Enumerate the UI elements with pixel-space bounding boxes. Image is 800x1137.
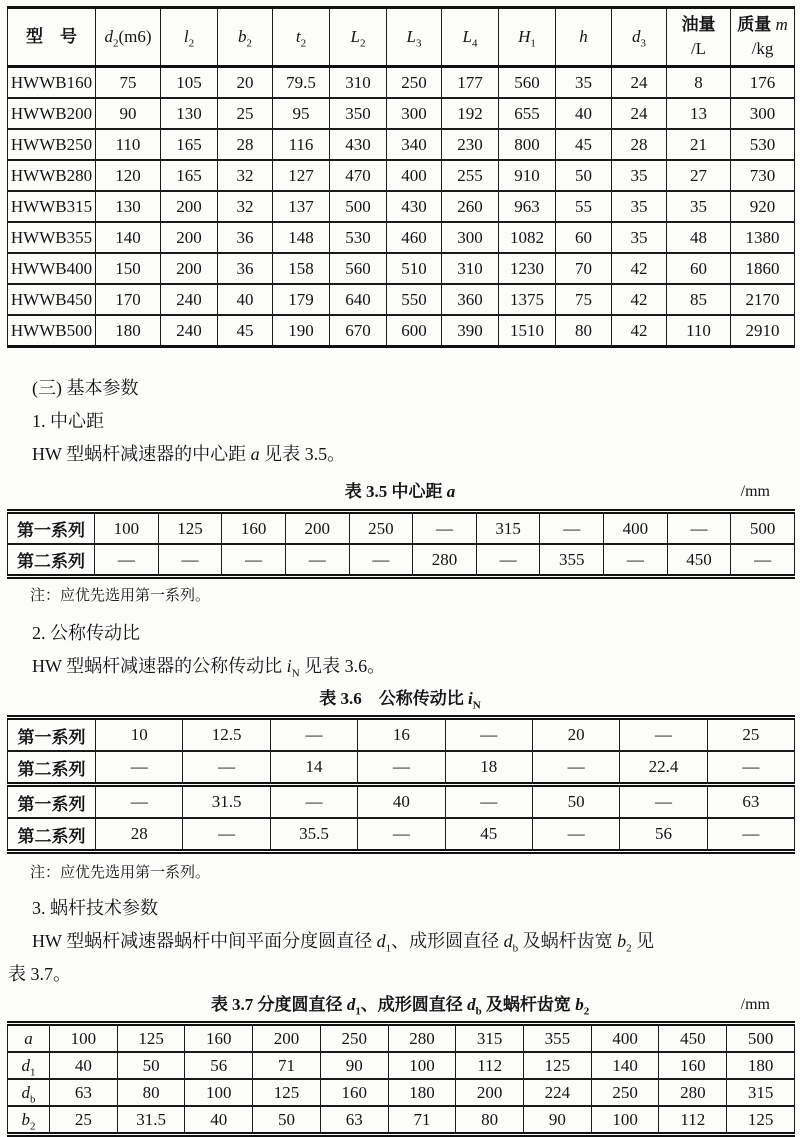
subsection-heading-worm-parameters: 3. 蜗杆技术参数 xyxy=(32,898,158,918)
value-cell: 110 xyxy=(96,129,161,160)
value-cell: — xyxy=(183,751,270,785)
value-cell: 125 xyxy=(117,1024,185,1053)
value-cell: — xyxy=(95,544,159,577)
value-cell: 360 xyxy=(442,284,499,315)
row-label-cell: $d_b$ xyxy=(8,1079,50,1106)
transmission-ratio-table xyxy=(7,715,795,854)
value-cell: 190 xyxy=(273,315,330,347)
value-cell: 127 xyxy=(273,160,330,191)
value-cell: 250 xyxy=(320,1024,388,1053)
value-cell: 300 xyxy=(731,98,795,129)
value-cell: $l_2$ xyxy=(161,8,218,67)
value-cell: 100 xyxy=(591,1106,659,1135)
value-cell: 170 xyxy=(96,284,161,315)
row-label-cell: HWWB315 xyxy=(8,191,96,222)
value-cell: 50 xyxy=(117,1052,185,1079)
value-cell: 20 xyxy=(218,67,273,99)
table-row xyxy=(8,512,795,545)
value-cell: — xyxy=(604,544,668,577)
value-cell: — xyxy=(445,785,532,819)
value-cell: 71 xyxy=(253,1052,321,1079)
row-label-cell: 第一系列 xyxy=(8,718,96,752)
value-cell: 160 xyxy=(222,512,286,545)
table-row xyxy=(8,1052,795,1079)
value-cell: 10 xyxy=(96,718,183,752)
value-cell: 315 xyxy=(456,1024,524,1053)
table-row xyxy=(8,98,795,129)
value-cell: 60 xyxy=(667,253,731,284)
value-cell: 400 xyxy=(604,512,668,545)
value-cell: 177 xyxy=(442,67,499,99)
value-cell: 125 xyxy=(524,1052,592,1079)
value-cell: 28 xyxy=(96,818,183,852)
worm-parameters-table-body xyxy=(8,1024,795,1135)
value-cell: 137 xyxy=(273,191,330,222)
value-cell: 21 xyxy=(667,129,731,160)
table-3-7-caption xyxy=(0,991,800,1019)
table-row xyxy=(8,818,795,852)
value-cell: 670 xyxy=(330,315,387,347)
value-cell: 50 xyxy=(253,1106,321,1135)
value-cell: 430 xyxy=(330,129,387,160)
value-cell: 310 xyxy=(330,67,387,99)
value-cell: 42 xyxy=(612,284,667,315)
row-label-cell: HWWB450 xyxy=(8,284,96,315)
row-label-cell: 第一系列 xyxy=(8,512,95,545)
model-dimensions-table-body xyxy=(8,67,795,347)
value-cell: 200 xyxy=(161,191,218,222)
value-cell: 55 xyxy=(556,191,612,222)
table-row xyxy=(8,222,795,253)
value-cell: 100 xyxy=(185,1079,253,1106)
center-distance-table xyxy=(7,509,795,579)
value-cell: 240 xyxy=(161,284,218,315)
value-cell: $d_3$ xyxy=(612,8,667,67)
value-cell: 340 xyxy=(387,129,442,160)
value-cell: 460 xyxy=(387,222,442,253)
value-cell: 300 xyxy=(442,222,499,253)
value-cell: 470 xyxy=(330,160,387,191)
value-cell: 8 xyxy=(667,67,731,99)
paragraph-nominal-ratio: HW 型蜗杆减速器的公称传动比 $i_N$ 见表 3.6。 xyxy=(32,656,386,680)
value-cell: 125 xyxy=(253,1079,321,1106)
value-cell: 200 xyxy=(253,1024,321,1053)
value-cell: — xyxy=(731,544,795,577)
value-cell: — xyxy=(476,544,540,577)
value-cell: 550 xyxy=(387,284,442,315)
value-cell: 90 xyxy=(320,1052,388,1079)
table-row xyxy=(8,751,795,785)
table-row xyxy=(8,8,795,67)
value-cell: 75 xyxy=(96,67,161,99)
value-cell: 25 xyxy=(218,98,273,129)
value-cell: 50 xyxy=(532,785,619,819)
value-cell: 20 xyxy=(532,718,619,752)
value-cell: 355 xyxy=(524,1024,592,1053)
value-cell: 350 xyxy=(330,98,387,129)
value-cell: 200 xyxy=(285,512,349,545)
value-cell: 130 xyxy=(96,191,161,222)
value-cell: 510 xyxy=(387,253,442,284)
value-cell: 45 xyxy=(556,129,612,160)
value-cell: 35 xyxy=(612,222,667,253)
table-3-7-caption-text: 表 3.7 分度圆直径 $d_1$、成形圆直径 $d_b$ 及蜗杆齿宽 $b_2$ xyxy=(210,995,590,1018)
value-cell: 530 xyxy=(330,222,387,253)
value-cell: 1082 xyxy=(499,222,556,253)
row-label-cell: a xyxy=(8,1024,50,1053)
value-cell: 110 xyxy=(667,315,731,347)
value-cell: 150 xyxy=(96,253,161,284)
table-row xyxy=(8,718,795,752)
value-cell: 500 xyxy=(731,512,795,545)
value-cell: 160 xyxy=(320,1079,388,1106)
value-cell: 530 xyxy=(731,129,795,160)
value-cell: — xyxy=(413,512,477,545)
value-cell: 35.5 xyxy=(270,818,357,852)
value-cell: 125 xyxy=(158,512,222,545)
value-cell: 450 xyxy=(667,544,731,577)
value-cell: 25 xyxy=(707,718,794,752)
value-cell: 80 xyxy=(117,1079,185,1106)
value-cell: 100 xyxy=(388,1052,456,1079)
value-cell: $L_2$ xyxy=(330,8,387,67)
value-cell: 120 xyxy=(96,160,161,191)
value-cell: $d_2(m6)$ xyxy=(96,8,161,67)
value-cell: 63 xyxy=(320,1106,388,1135)
value-cell: 560 xyxy=(330,253,387,284)
value-cell: 40 xyxy=(358,785,445,819)
value-cell: 80 xyxy=(456,1106,524,1135)
row-label-cell: 第二系列 xyxy=(8,544,95,577)
value-cell: 112 xyxy=(659,1106,727,1135)
value-cell: 260 xyxy=(442,191,499,222)
value-cell: — xyxy=(183,818,270,852)
value-cell: 310 xyxy=(442,253,499,284)
value-cell: 315 xyxy=(727,1079,795,1106)
value-cell: — xyxy=(158,544,222,577)
value-cell: 85 xyxy=(667,284,731,315)
value-cell: 920 xyxy=(731,191,795,222)
value-cell: — xyxy=(445,718,532,752)
value-cell: 63 xyxy=(707,785,794,819)
row-label-cell: $d_1$ xyxy=(8,1052,50,1079)
value-cell: 280 xyxy=(659,1079,727,1106)
table-3-7-unit-label: /mm xyxy=(740,996,770,1013)
value-cell: 250 xyxy=(349,512,413,545)
value-cell: 355 xyxy=(540,544,604,577)
row-label-cell: HWWB280 xyxy=(8,160,96,191)
value-cell: 70 xyxy=(556,253,612,284)
value-cell: 22.4 xyxy=(620,751,707,785)
value-cell: 280 xyxy=(413,544,477,577)
transmission-ratio-table-body xyxy=(8,718,795,852)
value-cell: — xyxy=(358,818,445,852)
value-cell: 40 xyxy=(185,1106,253,1135)
value-cell: — xyxy=(620,718,707,752)
value-cell: — xyxy=(707,818,794,852)
value-cell: 300 xyxy=(387,98,442,129)
value-cell: 112 xyxy=(456,1052,524,1079)
value-cell: 200 xyxy=(161,253,218,284)
table-3-5-note: 注：应优先选用第一系列。 xyxy=(30,588,211,604)
table-3-6-note: 注：应优先选用第一系列。 xyxy=(30,865,211,881)
value-cell: 40 xyxy=(50,1052,118,1079)
value-cell: 100 xyxy=(50,1024,118,1053)
value-cell: 50 xyxy=(556,160,612,191)
value-cell: 48 xyxy=(667,222,731,253)
table-row xyxy=(8,544,795,577)
value-cell: 24 xyxy=(612,67,667,99)
subsection-heading-center-distance: 1. 中心距 xyxy=(32,411,104,431)
value-cell: 158 xyxy=(273,253,330,284)
value-cell: 13 xyxy=(667,98,731,129)
value-cell: 963 xyxy=(499,191,556,222)
value-cell: 2910 xyxy=(731,315,795,347)
value-cell: 18 xyxy=(445,751,532,785)
value-cell: 45 xyxy=(218,315,273,347)
value-cell: — xyxy=(667,512,731,545)
value-cell: 90 xyxy=(96,98,161,129)
value-cell: 32 xyxy=(218,191,273,222)
value-cell: 250 xyxy=(387,67,442,99)
value-cell: 180 xyxy=(388,1079,456,1106)
value-cell: 28 xyxy=(218,129,273,160)
value-cell: 230 xyxy=(442,129,499,160)
value-cell: 36 xyxy=(218,253,273,284)
table-row xyxy=(8,67,795,99)
table-row xyxy=(8,785,795,819)
value-cell: 质量 m /kg xyxy=(731,8,795,67)
value-cell: 63 xyxy=(50,1079,118,1106)
value-cell: — xyxy=(270,785,357,819)
worm-parameters-table xyxy=(7,1021,795,1137)
value-cell: 600 xyxy=(387,315,442,347)
value-cell: — xyxy=(358,751,445,785)
value-cell: — xyxy=(532,818,619,852)
value-cell: — xyxy=(222,544,286,577)
row-label-cell: HWWB400 xyxy=(8,253,96,284)
table-row xyxy=(8,1106,795,1135)
paragraph-worm-parameters: HW 型蜗杆减速器蜗杆中间平面分度圆直径 $d_1$、成形圆直径 $d_b$ 及蜗杆齿宽 $b_2$ 见 表 3.7。 xyxy=(8,931,655,984)
value-cell: 500 xyxy=(330,191,387,222)
value-cell: 35 xyxy=(667,191,731,222)
table-3-5-caption-text: 表 3.5 中心距 a xyxy=(344,482,456,501)
value-cell: 390 xyxy=(442,315,499,347)
value-cell: 80 xyxy=(556,315,612,347)
value-cell: 176 xyxy=(731,67,795,99)
value-cell: 35 xyxy=(556,67,612,99)
value-cell: 400 xyxy=(591,1024,659,1053)
value-cell: 42 xyxy=(612,315,667,347)
value-cell: 730 xyxy=(731,160,795,191)
value-cell: — xyxy=(707,751,794,785)
model-dimensions-table xyxy=(7,6,795,348)
value-cell: 180 xyxy=(96,315,161,347)
value-cell: 1510 xyxy=(499,315,556,347)
row-label-cell: 型 号 xyxy=(8,8,96,67)
value-cell: — xyxy=(620,785,707,819)
value-cell: 165 xyxy=(161,160,218,191)
value-cell: 60 xyxy=(556,222,612,253)
value-cell: 35 xyxy=(612,191,667,222)
value-cell: 90 xyxy=(524,1106,592,1135)
value-cell: 179 xyxy=(273,284,330,315)
value-cell: 24 xyxy=(612,98,667,129)
value-cell: 500 xyxy=(727,1024,795,1053)
paragraph-center-distance: HW 型蜗杆减速器的中心距 a 见表 3.5。 xyxy=(32,444,346,464)
table-row xyxy=(8,160,795,191)
value-cell: — xyxy=(96,785,183,819)
value-cell: 450 xyxy=(659,1024,727,1053)
row-label-cell: HWWB500 xyxy=(8,315,96,347)
value-cell: 800 xyxy=(499,129,556,160)
value-cell: 45 xyxy=(445,818,532,852)
value-cell: 640 xyxy=(330,284,387,315)
value-cell: 224 xyxy=(524,1079,592,1106)
value-cell: h xyxy=(556,8,612,67)
table-row xyxy=(8,191,795,222)
row-label-cell: 第二系列 xyxy=(8,751,96,785)
table-row xyxy=(8,1079,795,1106)
value-cell: 1860 xyxy=(731,253,795,284)
value-cell: 315 xyxy=(476,512,540,545)
value-cell: 28 xyxy=(612,129,667,160)
row-label-cell: $b_2$ xyxy=(8,1106,50,1135)
value-cell: 125 xyxy=(727,1106,795,1135)
value-cell: 56 xyxy=(620,818,707,852)
value-cell: — xyxy=(96,751,183,785)
value-cell: 655 xyxy=(499,98,556,129)
value-cell: $H_1$ xyxy=(499,8,556,67)
table-3-6-caption xyxy=(0,685,800,713)
table-3-5-unit-label: /mm xyxy=(740,483,770,500)
value-cell: 192 xyxy=(442,98,499,129)
table-row xyxy=(8,253,795,284)
row-label-cell: HWWB160 xyxy=(8,67,96,99)
value-cell: 255 xyxy=(442,160,499,191)
row-label-cell: HWWB355 xyxy=(8,222,96,253)
table-row xyxy=(8,315,795,347)
value-cell: — xyxy=(285,544,349,577)
value-cell: 31.5 xyxy=(183,785,270,819)
value-cell: 35 xyxy=(612,160,667,191)
value-cell: — xyxy=(540,512,604,545)
value-cell: 12.5 xyxy=(183,718,270,752)
value-cell: 14 xyxy=(270,751,357,785)
subsection-heading-nominal-ratio: 2. 公称传动比 xyxy=(32,623,140,643)
value-cell: 32 xyxy=(218,160,273,191)
value-cell: 56 xyxy=(185,1052,253,1079)
table-row xyxy=(8,1024,795,1053)
value-cell: 100 xyxy=(95,512,159,545)
value-cell: — xyxy=(270,718,357,752)
table-3-6-caption-text: 表 3.6 公称传动比 $i_N$ xyxy=(319,689,481,712)
value-cell: 95 xyxy=(273,98,330,129)
value-cell: 160 xyxy=(185,1024,253,1053)
value-cell: $t_2$ xyxy=(273,8,330,67)
value-cell: 油量 /L xyxy=(667,8,731,67)
value-cell: $L_4$ xyxy=(442,8,499,67)
value-cell: 1230 xyxy=(499,253,556,284)
value-cell: 200 xyxy=(161,222,218,253)
value-cell: — xyxy=(532,751,619,785)
value-cell: 200 xyxy=(456,1079,524,1106)
value-cell: 2170 xyxy=(731,284,795,315)
value-cell: $L_3$ xyxy=(387,8,442,67)
value-cell: 910 xyxy=(499,160,556,191)
value-cell: 160 xyxy=(659,1052,727,1079)
value-cell: 1380 xyxy=(731,222,795,253)
value-cell: 42 xyxy=(612,253,667,284)
row-label-cell: 第一系列 xyxy=(8,785,96,819)
table-row xyxy=(8,129,795,160)
row-label-cell: 第二系列 xyxy=(8,818,96,852)
value-cell: 1375 xyxy=(499,284,556,315)
value-cell: 560 xyxy=(499,67,556,99)
value-cell: 140 xyxy=(96,222,161,253)
value-cell: 27 xyxy=(667,160,731,191)
row-label-cell: HWWB200 xyxy=(8,98,96,129)
model-dimensions-table-head xyxy=(8,8,795,67)
value-cell: 79.5 xyxy=(273,67,330,99)
value-cell: 130 xyxy=(161,98,218,129)
row-label-cell: HWWB250 xyxy=(8,129,96,160)
center-distance-table-body xyxy=(8,512,795,577)
value-cell: 180 xyxy=(727,1052,795,1079)
value-cell: 140 xyxy=(591,1052,659,1079)
value-cell: 148 xyxy=(273,222,330,253)
value-cell: 71 xyxy=(388,1106,456,1135)
value-cell: 36 xyxy=(218,222,273,253)
value-cell: 165 xyxy=(161,129,218,160)
value-cell: 240 xyxy=(161,315,218,347)
value-cell: 16 xyxy=(358,718,445,752)
value-cell: $b_2$ xyxy=(218,8,273,67)
value-cell: 250 xyxy=(591,1079,659,1106)
value-cell: 400 xyxy=(387,160,442,191)
value-cell: 280 xyxy=(388,1024,456,1053)
value-cell: 31.5 xyxy=(117,1106,185,1135)
value-cell: 105 xyxy=(161,67,218,99)
value-cell: 116 xyxy=(273,129,330,160)
value-cell: 75 xyxy=(556,284,612,315)
value-cell: 430 xyxy=(387,191,442,222)
value-cell: — xyxy=(349,544,413,577)
value-cell: 40 xyxy=(218,284,273,315)
section-heading-basic-parameters: (三) 基本参数 xyxy=(32,378,139,398)
value-cell: 40 xyxy=(556,98,612,129)
value-cell: 25 xyxy=(50,1106,118,1135)
table-3-5-caption xyxy=(0,478,800,506)
table-row xyxy=(8,284,795,315)
